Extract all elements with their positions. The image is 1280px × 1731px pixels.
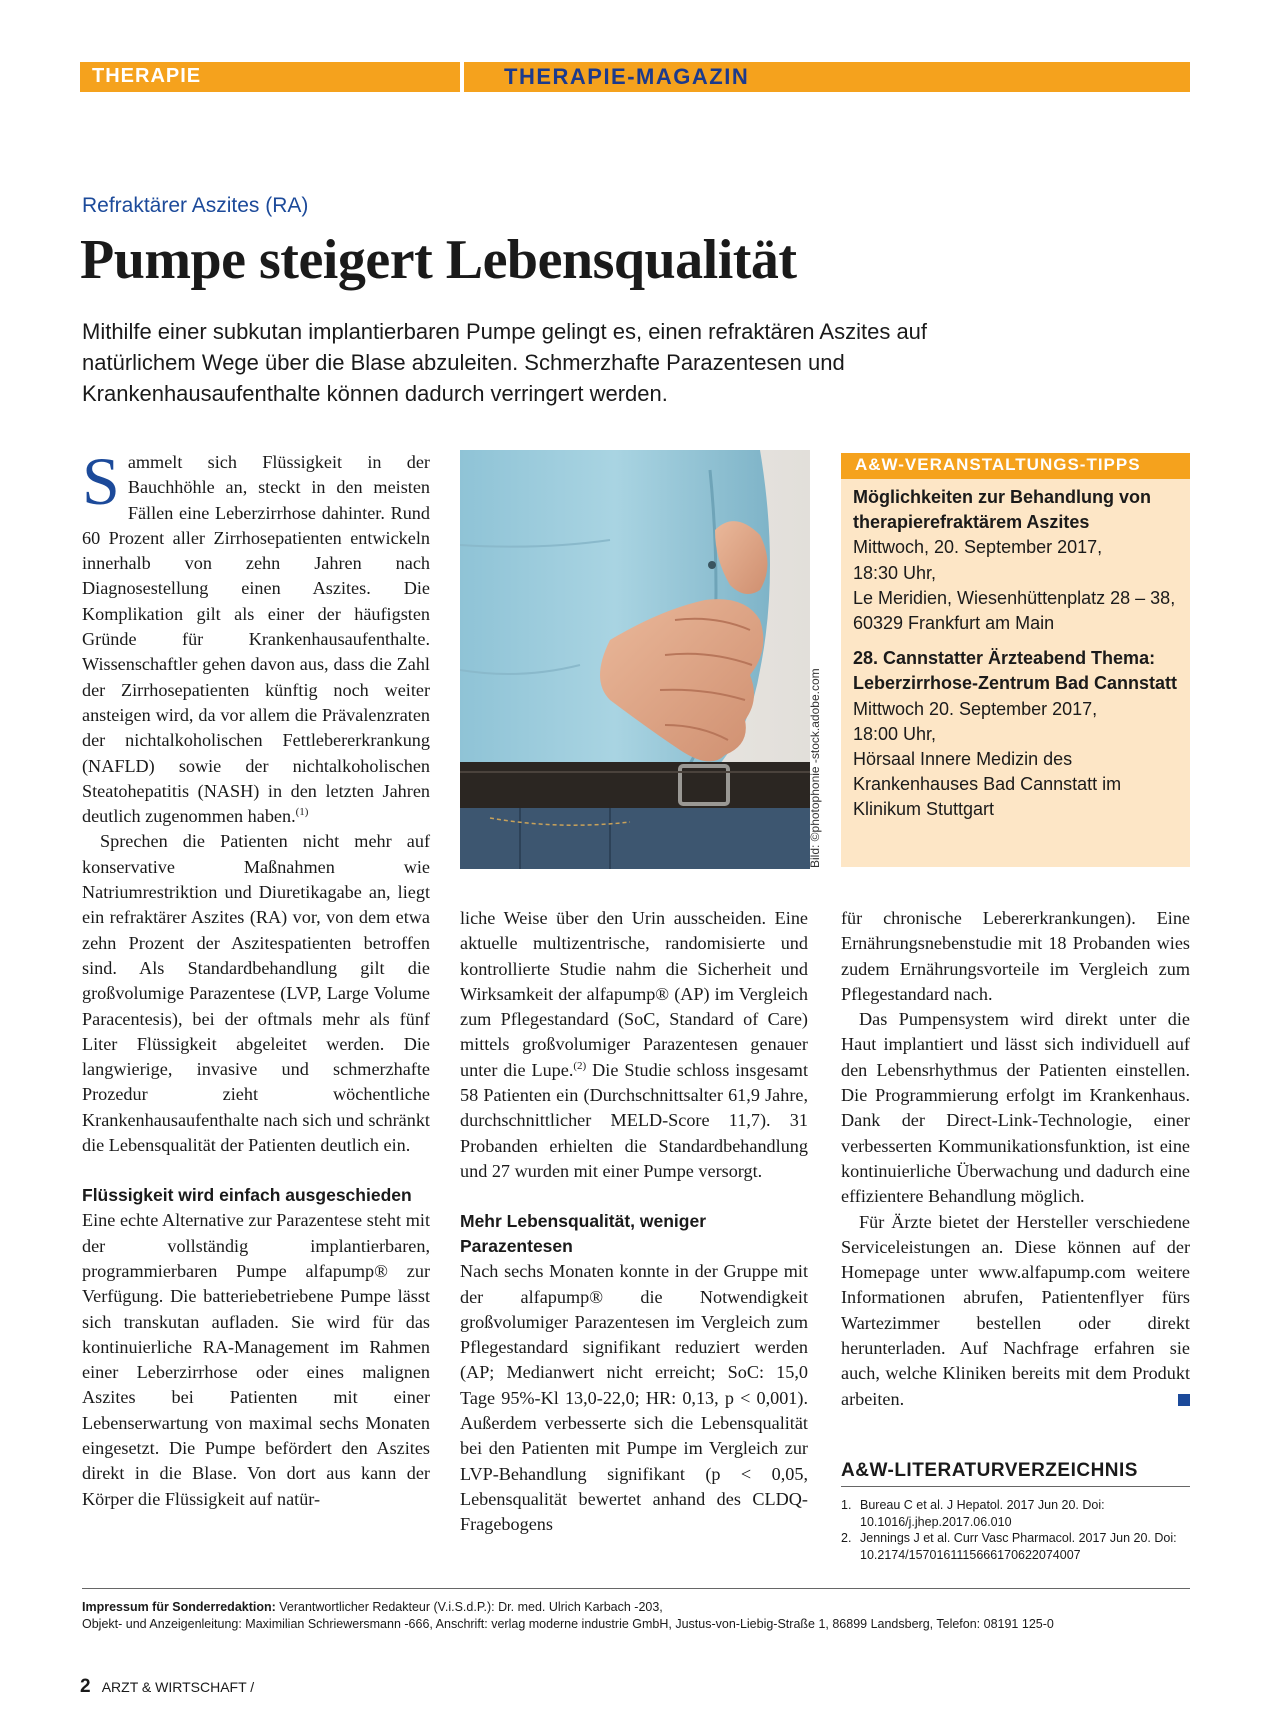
event-place: Hörsaal Innere Medizin des Krankenhauses Bad Cannstatt im Klinikum Stuttgart [853, 749, 1122, 820]
literature-number: 1. [841, 1498, 852, 1512]
literature-heading: A&W-LITERATURVERZEICHNIS [841, 1460, 1190, 1487]
events-box [841, 453, 1190, 867]
subheading: Flüssigkeit wird einfach ausgeschieden [82, 1185, 412, 1206]
magazine-label: THERAPIE-MAGAZIN [504, 64, 750, 89]
literature-list [841, 1497, 1190, 1563]
article-headline: Pumpe steigert Lebensqualität [80, 229, 797, 291]
event-date: Mittwoch 20. September 2017, [853, 698, 1098, 719]
divider [82, 1588, 1190, 1589]
reference-marker: (2) [573, 1059, 587, 1072]
event-time: 18:30 Uhr, [853, 562, 937, 583]
events-box-title: A&W-VERANSTALTUNGS-TIPPS [841, 453, 1190, 479]
paragraph-text: ammelt sich Flüssigkeit in der Bauchhöhle an, steckt in den meisten Fällen eine Leberzirrhose dahinter. Rund 60 Prozent aller Zirrhosepatienten entwickeln innerhalb von zehn Jahren nach Diagnosestellung einen Aszites. Die Komplikation gilt als einer der häufigsten Gründe für Krankenhausaufenthalte. Wissenschaftler gehen davon aus, dass die Zahl der Zirrhosepatienten künftig noch weiter ansteigen wird, da vor allem die Prävalenzraten der nichtalkoholischen Fettlebererkrankung (NAFLD) sowie der nichtalkoholischen Steatohepatitis (NASH) in den letzten Jahren deutlich zugenommen haben. [82, 452, 430, 827]
publication-name: ARZT & WIRTSCHAFT / [101, 1679, 255, 1695]
impressum-label: Impressum für Sonderredaktion: [82, 1600, 276, 1614]
literature-item [841, 1530, 1190, 1563]
drop-cap: S [82, 443, 120, 519]
impressum-line: Objekt- und Anzeigenleitung: Maximilian Schriewersmann -666, Anschrift: verlag moderne industrie GmbH, Justus-von-Liebig-Straße 1, 86899 Landsberg, Telefon: 08191 125-0 [82, 1617, 1054, 1631]
impressum-line [82, 1599, 1192, 1616]
body-column-3 [841, 906, 1190, 1412]
literature-item [841, 1497, 1190, 1530]
literature-text: Jennings J et al. Curr Vasc Pharmacol. 2017 Jun 20. Doi: 10.2174/1570161115666170622074007 [860, 1531, 1177, 1562]
event-title: Möglichkeiten zur Behandlung von therapierefraktärem Aszites [853, 487, 1152, 533]
paragraph: Sprechen die Patienten nicht mehr auf konservative Maßnahmen wie Natriumrestriktion und Diuretikagabe an, liegt ein refraktärer Aszites (RA) vor, von dem etwa zehn Prozent der Aszitespatienten betroffen sind. Als Standardbehandlung gilt die großvolumige Parazentese (LVP, Large Volume Paracentesis), bei der oftmals mehr als fünf Liter Flüssigkeit abgeleitet werden. Die langwierige, invasive und schmerzhafte Prozedur zieht wöchentliche Krankenhausaufenthalte nach sich und schränkt die Lebensqualität der Patienten deutlich ein. [82, 831, 430, 1156]
article-lead: Mithilfe einer subkutan implantierbaren Pumpe gelingt es, einen refraktären Aszites auf natürlichem Wege über die Blase abzuleiten. Schmerzhafte Parazentesen und Krankenhausaufenthalte können dadurch verringert werden. [82, 319, 928, 406]
article-kicker: Refraktärer Aszites (RA) [82, 194, 309, 217]
impressum-text: Verantwortlicher Redakteur (V.i.S.d.P.): Dr. med. Ulrich Karbach -203, [275, 1600, 663, 1614]
body-column-2 [460, 906, 808, 1538]
event-title: 28. Cannstatter Ärzteabend Thema: Leberzirrhose-Zentrum Bad Cannstatt [853, 648, 1178, 694]
event-time: 18:00 Uhr, [853, 723, 937, 744]
paragraph-text: Die Studie schloss insgesamt 58 Patienten ein (Durchschnittsalter 61,9 Jahre, durchschnittlicher MELD-Score 11,7). 31 Probanden erhielten die Standardbehandlung und 27 wurden mit einer Pumpe versorgt. [460, 1059, 808, 1181]
paragraph-text: Für Ärzte bietet der Hersteller verschiedene Serviceleistungen an. Diese können auf der Homepage unter www.alfapump.com weitere Informationen abrufen, Patientenflyer fürs Wartezimmer bestellen oder direkt herunterladen. Auf Nachfrage erfahren sie auch, welche Kliniken bereits mit dem Produkt arbeiten. [841, 1211, 1190, 1409]
paragraph [841, 1210, 1190, 1412]
literature-text: Bureau C et al. J Hepatol. 2017 Jun 20. Doi: 10.1016/j.jhep.2017.06.010 [860, 1498, 1105, 1529]
event-place: Le Meridien, Wiesenhüttenplatz 28 – 38, 60329 Frankfurt am Main [853, 587, 1176, 634]
section-tab [80, 62, 460, 92]
page-footer [80, 1676, 254, 1698]
page-number: 2 [80, 1676, 91, 1697]
paragraph: für chronische Lebererkrankungen). Eine Ernährungsnebenstudie mit 18 Probanden wies zudem Ernährungsvorteile im Vergleich zum Pflegestandard nach. [841, 908, 1190, 1004]
reference-marker: (1) [295, 806, 309, 819]
subheading: Mehr Lebensqualität, weniger Parazentesen [460, 1211, 707, 1257]
magazine-tab [464, 62, 1190, 92]
end-mark-icon [1178, 1394, 1190, 1406]
section-label: THERAPIE [92, 65, 202, 87]
paragraph [82, 443, 430, 829]
paragraph: Das Pumpensystem wird direkt unter die Haut implantiert und lässt sich individuell auf den Lebensrhythmus der Patienten einstellen. Die Programmierung erfolgt im Krankenhaus. Dank der Direct-Link-Technologie, einer verbesserten Kommunikationsfunktion, ist eine kontinuierliche Überwachung und dadurch eine effizientere Behandlung möglich. [841, 1009, 1190, 1207]
impressum [82, 1599, 1192, 1633]
photo-illustration [460, 450, 810, 869]
body-column-1 [82, 443, 430, 1512]
event-item [853, 646, 1180, 822]
literature-number: 2. [841, 1531, 852, 1545]
header-bar [80, 62, 1190, 92]
event-item [853, 485, 1180, 636]
paragraph: Eine echte Alternative zur Parazentese steht mit der vollständig implantierbaren, programmierbaren Pumpe alfapump® zur Verfügung. Die batteriebetriebene Pumpe lässt sich transkutan aufladen. Sie wird für das kontinuierliche RA-Management im Rahmen einer Leberzirrhose oder eines malignen Aszites bei Patienten mit einer Lebenserwartung von maximal sechs Monaten eingesetzt. Die Pumpe befördert den Aszites direkt in die Blase. Von dort aus kann der Körper die Flüssigkeit auf natür- [82, 1210, 430, 1509]
paragraph [460, 906, 808, 1184]
paragraph-text: liche Weise über den Urin ausscheiden. Eine aktuelle multizentrische, randomisierte und kontrollierte Studie nahm die Sicherheit und Wirksamkeit der alfapump® (AP) im Vergleich zum Pflegestandard (SoC, Standard of Care) mittels großvolumiger Parazentesen genauer unter die Lupe. [460, 908, 808, 1080]
events-list [841, 479, 1190, 823]
article-photo [460, 450, 810, 869]
paragraph: Nach sechs Monaten konnte in der Gruppe mit der alfapump® die Notwendigkeit großvolumiger Parazentesen im Vergleich zum Pflegestandard signifikant reduziert werden (AP; Medianwert nicht erreicht; SoC: 15,0 Tage 95%-Kl 13,0-22,0; HR: 0,13, p < 0,001). Außerdem verbesserte sich die Lebensqualität bei den Patienten mit Pumpe im Vergleich zur LVP-Behandlung signifikant (p < 0,05, Lebensqualität bewertet anhand des CLDQ-Fragebogens [460, 1261, 808, 1535]
photo-credit: Bild: ©photophonie -stock.adobe.com [808, 668, 822, 868]
event-date: Mittwoch, 20. September 2017, [853, 537, 1103, 558]
